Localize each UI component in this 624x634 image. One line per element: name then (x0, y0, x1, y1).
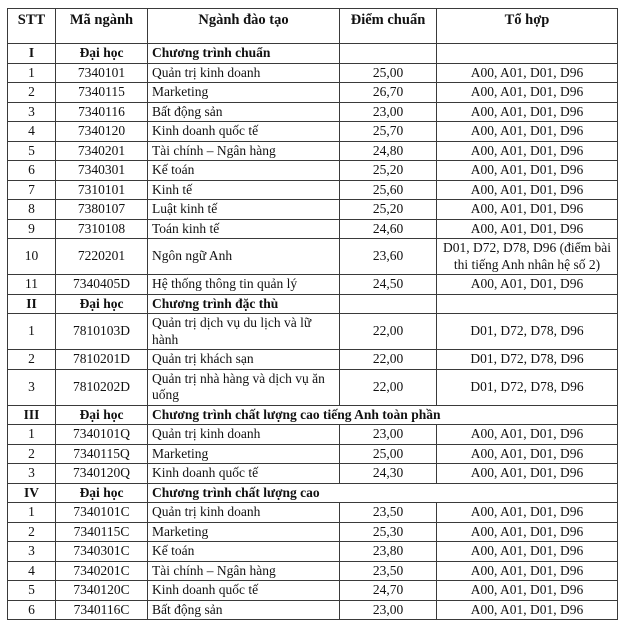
major-code: 7340120 (56, 122, 148, 142)
subject-combination: A00, A01, D01, D96 (437, 522, 618, 542)
row-number: 5 (8, 141, 56, 161)
section-level: Đại học (56, 44, 148, 64)
major-code: 7340116 (56, 102, 148, 122)
subject-combination: D01, D72, D78, D96 (điểm bài thi tiếng Anh nhân hệ số 2) (437, 239, 618, 275)
major-code: 7340405D (56, 275, 148, 295)
section-title: Chương trình đặc thù (148, 294, 340, 314)
major-name: Bất động sản (148, 600, 340, 620)
section-header-row (8, 44, 618, 64)
major-name: Kế toán (148, 542, 340, 562)
major-code: 7340101C (56, 503, 148, 523)
subject-combination: A00, A01, D01, D96 (437, 425, 618, 445)
row-number: 2 (8, 350, 56, 370)
table-row (8, 102, 618, 122)
score-value: 23,80 (340, 542, 437, 562)
major-code: 7810202D (56, 369, 148, 405)
major-code: 7340101Q (56, 425, 148, 445)
major-code: 7310101 (56, 180, 148, 200)
score-value: 25,00 (340, 444, 437, 464)
row-number: 5 (8, 581, 56, 601)
score-value: 25,20 (340, 161, 437, 181)
row-number: 2 (8, 522, 56, 542)
major-name: Ngôn ngữ Anh (148, 239, 340, 275)
major-name: Hệ thống thông tin quản lý (148, 275, 340, 295)
table-row (8, 581, 618, 601)
row-number: 4 (8, 122, 56, 142)
major-code: 7340301C (56, 542, 148, 562)
row-number: 8 (8, 200, 56, 220)
row-number: 6 (8, 161, 56, 181)
subject-combination: A00, A01, D01, D96 (437, 161, 618, 181)
row-number: 10 (8, 239, 56, 275)
subject-combination: D01, D72, D78, D96 (437, 314, 618, 350)
row-number: 1 (8, 425, 56, 445)
major-code: 7340120C (56, 581, 148, 601)
table-row (8, 200, 618, 220)
column-header-combo: Tổ hợp (437, 9, 618, 44)
major-code: 7340120Q (56, 464, 148, 484)
major-name: Quản trị nhà hàng và dịch vụ ăn uống (148, 369, 340, 405)
major-code: 7340101 (56, 63, 148, 83)
major-name: Quản trị kinh doanh (148, 63, 340, 83)
major-code: 7340201C (56, 561, 148, 581)
row-number: 3 (8, 542, 56, 562)
score-value: 24,60 (340, 219, 437, 239)
score-value: 25,00 (340, 63, 437, 83)
score-value: 25,30 (340, 522, 437, 542)
table-row (8, 122, 618, 142)
major-code: 7810103D (56, 314, 148, 350)
score-value: 25,20 (340, 200, 437, 220)
score-value: 23,50 (340, 503, 437, 523)
row-number: 7 (8, 180, 56, 200)
score-value: 22,00 (340, 350, 437, 370)
row-number: 6 (8, 600, 56, 620)
subject-combination: D01, D72, D78, D96 (437, 350, 618, 370)
section-number: I (8, 44, 56, 64)
score-value: 23,00 (340, 600, 437, 620)
score-value: 23,60 (340, 239, 437, 275)
major-name: Marketing (148, 522, 340, 542)
major-name: Quản trị khách sạn (148, 350, 340, 370)
score-value: 23,00 (340, 102, 437, 122)
score-value: 24,80 (340, 141, 437, 161)
section-title: Chương trình chất lượng cao (148, 483, 618, 503)
major-name: Luật kinh tế (148, 200, 340, 220)
table-row (8, 180, 618, 200)
major-name: Marketing (148, 444, 340, 464)
row-number: 11 (8, 275, 56, 295)
major-name: Tài chính – Ngân hàng (148, 561, 340, 581)
score-value: 26,70 (340, 83, 437, 103)
column-header-code: Mã ngành (56, 9, 148, 44)
admission-score-table (7, 8, 618, 620)
subject-combination: A00, A01, D01, D96 (437, 63, 618, 83)
empty-score-cell (340, 294, 437, 314)
section-title: Chương trình chất lượng cao tiếng Anh toàn phần (148, 405, 618, 425)
row-number: 1 (8, 503, 56, 523)
major-name: Kinh tế (148, 180, 340, 200)
major-name: Marketing (148, 83, 340, 103)
column-header-major: Ngành đào tạo (148, 9, 340, 44)
major-code: 7340301 (56, 161, 148, 181)
subject-combination: A00, A01, D01, D96 (437, 83, 618, 103)
subject-combination: A00, A01, D01, D96 (437, 464, 618, 484)
score-value: 24,50 (340, 275, 437, 295)
row-number: 4 (8, 561, 56, 581)
subject-combination: A00, A01, D01, D96 (437, 444, 618, 464)
subject-combination: A00, A01, D01, D96 (437, 275, 618, 295)
row-number: 1 (8, 314, 56, 350)
row-number: 1 (8, 63, 56, 83)
table-row (8, 561, 618, 581)
section-title: Chương trình chuẩn (148, 44, 340, 64)
major-name: Tài chính – Ngân hàng (148, 141, 340, 161)
table-row (8, 314, 618, 350)
table-row (8, 141, 618, 161)
subject-combination: A00, A01, D01, D96 (437, 581, 618, 601)
score-value: 24,70 (340, 581, 437, 601)
table-body (8, 44, 618, 620)
major-code: 7340115C (56, 522, 148, 542)
subject-combination: A00, A01, D01, D96 (437, 561, 618, 581)
section-level: Đại học (56, 294, 148, 314)
section-level: Đại học (56, 483, 148, 503)
section-header-row (8, 483, 618, 503)
table-row (8, 219, 618, 239)
major-name: Kinh doanh quốc tế (148, 581, 340, 601)
table-row (8, 161, 618, 181)
major-name: Quản trị dịch vụ du lịch và lữ hành (148, 314, 340, 350)
empty-combo-cell (437, 44, 618, 64)
subject-combination: A00, A01, D01, D96 (437, 141, 618, 161)
score-value: 24,30 (340, 464, 437, 484)
major-code: 7220201 (56, 239, 148, 275)
major-name: Kinh doanh quốc tế (148, 122, 340, 142)
table-row (8, 239, 618, 275)
major-code: 7340115Q (56, 444, 148, 464)
column-header-score: Điểm chuẩn (340, 9, 437, 44)
subject-combination: A00, A01, D01, D96 (437, 102, 618, 122)
section-header-row (8, 294, 618, 314)
table-row (8, 600, 618, 620)
score-value: 25,70 (340, 122, 437, 142)
major-code: 7810201D (56, 350, 148, 370)
subject-combination: A00, A01, D01, D96 (437, 503, 618, 523)
major-name: Quản trị kinh doanh (148, 503, 340, 523)
section-number: IV (8, 483, 56, 503)
table-row (8, 63, 618, 83)
score-value: 23,50 (340, 561, 437, 581)
row-number: 2 (8, 444, 56, 464)
major-name: Kinh doanh quốc tế (148, 464, 340, 484)
section-level: Đại học (56, 405, 148, 425)
table-row (8, 522, 618, 542)
row-number: 3 (8, 102, 56, 122)
major-code: 7310108 (56, 219, 148, 239)
table-row (8, 542, 618, 562)
major-code: 7340116C (56, 600, 148, 620)
header-row (8, 9, 618, 44)
row-number: 9 (8, 219, 56, 239)
score-value: 23,00 (340, 425, 437, 445)
table-header (8, 9, 618, 44)
section-number: II (8, 294, 56, 314)
table-row (8, 350, 618, 370)
section-header-row (8, 405, 618, 425)
major-name: Bất động sản (148, 102, 340, 122)
major-name: Toán kinh tế (148, 219, 340, 239)
subject-combination: A00, A01, D01, D96 (437, 122, 618, 142)
table-row (8, 464, 618, 484)
subject-combination: A00, A01, D01, D96 (437, 542, 618, 562)
subject-combination: A00, A01, D01, D96 (437, 180, 618, 200)
column-header-stt: STT (8, 9, 56, 44)
table-row (8, 275, 618, 295)
row-number: 2 (8, 83, 56, 103)
table-row (8, 83, 618, 103)
major-name: Quản trị kinh doanh (148, 425, 340, 445)
table-row (8, 425, 618, 445)
table-row (8, 369, 618, 405)
row-number: 3 (8, 464, 56, 484)
major-code: 7380107 (56, 200, 148, 220)
table-row (8, 444, 618, 464)
major-name: Kế toán (148, 161, 340, 181)
subject-combination: D01, D72, D78, D96 (437, 369, 618, 405)
score-value: 22,00 (340, 314, 437, 350)
empty-combo-cell (437, 294, 618, 314)
subject-combination: A00, A01, D01, D96 (437, 600, 618, 620)
empty-score-cell (340, 44, 437, 64)
major-code: 7340201 (56, 141, 148, 161)
table-row (8, 503, 618, 523)
score-value: 22,00 (340, 369, 437, 405)
row-number: 3 (8, 369, 56, 405)
score-value: 25,60 (340, 180, 437, 200)
major-code: 7340115 (56, 83, 148, 103)
section-number: III (8, 405, 56, 425)
subject-combination: A00, A01, D01, D96 (437, 219, 618, 239)
subject-combination: A00, A01, D01, D96 (437, 200, 618, 220)
